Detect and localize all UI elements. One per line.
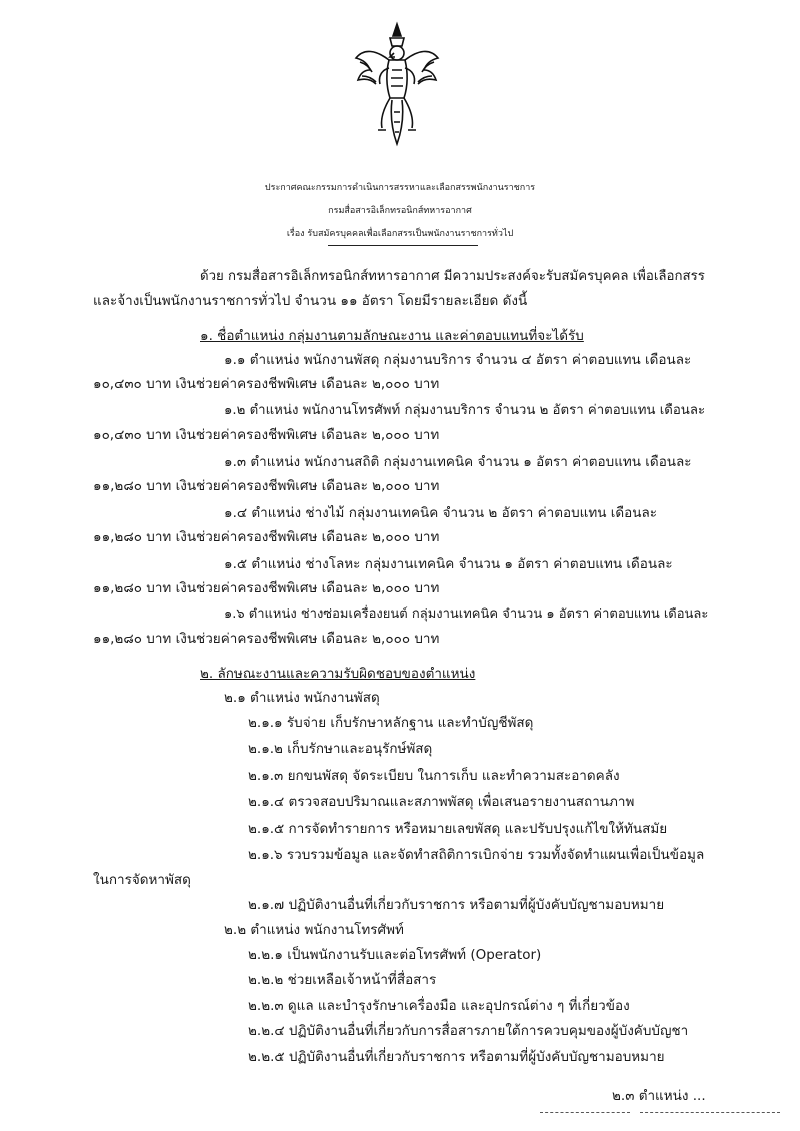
footer-rule-right bbox=[640, 1112, 780, 1113]
duty-2-1-1: ๒.๑.๑ รับจ่าย เก็บรักษาหลักฐาน และทำบัญชีพัสดุ bbox=[248, 715, 534, 731]
duty-2-1-3: ๒.๑.๓ ยกขนพัสดุ จัดระเบียบ ในการเก็บ และทำความสะอาดคลัง bbox=[248, 768, 620, 784]
duty-2-1-6-continuation: ในการจัดหาพัสดุ bbox=[93, 872, 191, 888]
announcement-title: ประกาศคณะกรรมการดำเนินการสรรหาและเลือกสรรพนักงานราชการ bbox=[264, 183, 536, 193]
duty-2-1-6: ๒.๑.๖ รวบรวมข้อมูล และจัดทำสถิติการเบิกจ่าย รวมทั้งจัดทำแผนเพื่อเป็นข้อมูล bbox=[248, 847, 705, 863]
garuda-emblem-icon bbox=[352, 20, 442, 150]
position-1-6-line-1: ๑.๖ ตำแหน่ง ช่างซ่อมเครื่องยนต์ กลุ่มงานเทคนิค จำนวน ๑ อัตรา ค่าตอบแทน เดือนละ bbox=[224, 607, 709, 622]
intro-line-1: ด้วย กรมสื่อสารอิเล็กทรอนิกส์ทหารอากาศ มีความประสงค์จะรับสมัครบุคคล เพื่อเลือกสรร bbox=[200, 269, 705, 284]
continued-indicator: ๒.๓ ตำแหน่ง ... bbox=[612, 1088, 706, 1104]
duty-2-2-4: ๒.๒.๔ ปฏิบัติงานอื่นที่เกี่ยวกับการสื่อสารภายใต้การควบคุมของผู้บังคับบัญชา bbox=[248, 1023, 689, 1039]
position-1-5-line-2: ๑๑,๒๘๐ บาท เงินช่วยค่าครองชีพพิเศษ เดือนละ ๒,๐๐๐ บาท bbox=[93, 580, 440, 596]
position-1-2-line-1: ๑.๒ ตำแหน่ง พนักงานโทรศัพท์ กลุ่มงานบริการ จำนวน ๒ อัตรา ค่าตอบแทน เดือนละ bbox=[224, 403, 706, 418]
position-1-3-line-1: ๑.๓ ตำแหน่ง พนักงานสถิติ กลุ่มงานเทคนิค จำนวน ๑ อัตรา ค่าตอบแทน เดือนละ bbox=[224, 454, 692, 470]
duty-2-1-5: ๒.๑.๕ การจัดทำรายการ หรือหมายเลขพัสดุ และปรับปรุงแก้ไขให้ทันสมัย bbox=[248, 821, 668, 837]
announcement-subject: เรื่อง รับสมัครบุคคลเพื่อเลือกสรรเป็นพนักงานราชการทั่วไป bbox=[286, 229, 514, 239]
position-1-5-line-1: ๑.๕ ตำแหน่ง ช่างโลหะ กลุ่มงานเทคนิค จำนวน ๑ อัตรา ค่าตอบแทน เดือนละ bbox=[224, 556, 673, 572]
position-1-1-line-1: ๑.๑ ตำแหน่ง พนักงานพัสดุ กลุ่มงานบริการ จำนวน ๔ อัตรา ค่าตอบแทน เดือนละ bbox=[224, 352, 692, 368]
header-divider bbox=[328, 245, 478, 246]
department-name: กรมสื่อสารอิเล็กทรอนิกส์ทหารอากาศ bbox=[328, 206, 472, 216]
duty-2-1-2: ๒.๑.๒ เก็บรักษาและอนุรักษ์พัสดุ bbox=[248, 741, 433, 757]
duty-2-2-2: ๒.๒.๒ ช่วยเหลือเจ้าหน้าที่สื่อสาร bbox=[248, 972, 437, 988]
position-1-6-line-2: ๑๑,๒๘๐ บาท เงินช่วยค่าครองชีพพิเศษ เดือนละ ๒,๐๐๐ บาท bbox=[93, 631, 440, 647]
position-1-4-line-1: ๑.๔ ตำแหน่ง ช่างไม้ กลุ่มงานเทคนิค จำนวน ๒ อัตรา ค่าตอบแทน เดือนละ bbox=[224, 505, 658, 521]
duty-2-1-7: ๒.๑.๗ ปฏิบัติงานอื่นที่เกี่ยวกับราชการ หรือตามที่ผู้บังคับบัญชามอบหมาย bbox=[248, 897, 665, 913]
duty-2-2-1: ๒.๒.๑ เป็นพนักงานรับและต่อโทรศัพท์ (Operator) bbox=[248, 947, 542, 963]
duty-2-2-3: ๒.๒.๓ ดูแล และบำรุงรักษาเครื่องมือ และอุปกรณ์ต่าง ๆ ที่เกี่ยวข้อง bbox=[248, 998, 630, 1014]
section-1-heading: ๑. ชื่อตำแหน่ง กลุ่มงานตามลักษณะงาน และค่าตอบแทนที่จะได้รับ bbox=[200, 328, 584, 344]
position-1-4-line-2: ๑๑,๒๘๐ บาท เงินช่วยค่าครองชีพพิเศษ เดือนละ ๒,๐๐๐ บาท bbox=[93, 529, 440, 545]
position-1-2-line-2: ๑๐,๔๓๐ บาท เงินช่วยค่าครองชีพพิเศษ เดือนละ ๒,๐๐๐ บาท bbox=[93, 427, 440, 443]
subsection-2-1-title: ๒.๑ ตำแหน่ง พนักงานพัสดุ bbox=[224, 690, 380, 706]
position-1-1-line-2: ๑๐,๔๓๐ บาท เงินช่วยค่าครองชีพพิเศษ เดือนละ ๒,๐๐๐ บาท bbox=[93, 376, 440, 392]
duty-2-1-4: ๒.๑.๔ ตรวจสอบปริมาณและสภาพพัสดุ เพื่อเสนอรายงานสถานภาพ bbox=[248, 794, 635, 810]
footer-rule-left bbox=[540, 1112, 630, 1113]
position-1-3-line-2: ๑๑,๒๘๐ บาท เงินช่วยค่าครองชีพพิเศษ เดือนละ ๒,๐๐๐ บาท bbox=[93, 478, 440, 494]
subsection-2-2-title: ๒.๒ ตำแหน่ง พนักงานโทรศัพท์ bbox=[224, 922, 404, 938]
duty-2-2-5: ๒.๒.๕ ปฏิบัติงานอื่นที่เกี่ยวกับราชการ หรือตามที่ผู้บังคับบัญชามอบหมาย bbox=[248, 1049, 665, 1065]
intro-line-2: และจ้างเป็นพนักงานราชการทั่วไป จำนวน ๑๑ อัตรา โดยมีรายละเอียด ดังนี้ bbox=[93, 293, 528, 309]
section-2-heading: ๒. ลักษณะงานและความรับผิดชอบของตำแหน่ง bbox=[200, 666, 476, 682]
